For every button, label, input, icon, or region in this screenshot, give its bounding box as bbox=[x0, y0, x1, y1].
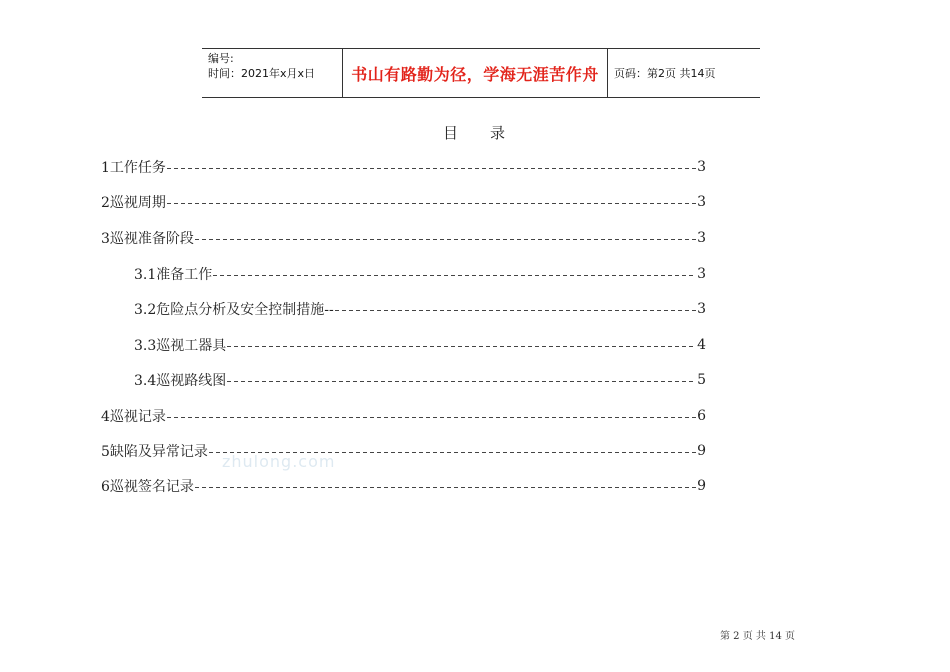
toc-item-5[interactable] bbox=[101, 440, 706, 462]
toc-item-2[interactable] bbox=[101, 191, 706, 213]
toc-leader bbox=[195, 487, 696, 488]
toc-item-3-3[interactable] bbox=[134, 334, 706, 356]
number-label: 编号: bbox=[208, 52, 234, 65]
time-label: 时间：2021年x月x日 bbox=[208, 67, 316, 80]
toc-item-6[interactable] bbox=[101, 475, 706, 497]
toc-item-page: 4 bbox=[697, 337, 706, 353]
page-header bbox=[202, 48, 760, 98]
toc-item-page: 6 bbox=[697, 408, 706, 424]
toc-item-label: 1工作任务 bbox=[101, 160, 166, 176]
header-meta bbox=[202, 49, 343, 97]
toc-leader bbox=[167, 417, 696, 418]
toc-item-page: 5 bbox=[697, 372, 706, 388]
toc-item-label: 5缺陷及异常记录 bbox=[101, 444, 208, 460]
toc-leader bbox=[227, 346, 696, 347]
toc-item-page: 9 bbox=[697, 478, 706, 494]
toc-leader bbox=[167, 168, 696, 169]
toc-leader bbox=[213, 275, 696, 276]
toc-item-label: 6巡视签名记录 bbox=[101, 479, 194, 495]
toc-item-3[interactable] bbox=[101, 227, 706, 249]
toc-item-label: 4巡视记录 bbox=[101, 409, 166, 425]
toc-item-4[interactable] bbox=[101, 405, 706, 427]
header-motto: 书山有路勤为径，学海无涯苦作舟 bbox=[343, 49, 608, 97]
toc-title-left: 目 bbox=[442, 124, 460, 142]
toc-item-page: 3 bbox=[697, 159, 706, 175]
toc-leader bbox=[227, 381, 696, 382]
toc-item-page: 3 bbox=[697, 230, 706, 246]
toc-item-3-4[interactable] bbox=[134, 369, 706, 391]
toc-item-label: 3.4巡视路线图 bbox=[134, 373, 227, 389]
toc-item-3-1[interactable] bbox=[134, 263, 706, 285]
toc-item-3-2[interactable] bbox=[134, 298, 706, 320]
toc-item-label: 3.3巡视工器具 bbox=[134, 338, 227, 354]
toc-leader bbox=[335, 310, 696, 311]
toc-item-page: 3 bbox=[697, 266, 706, 282]
toc-item-label: 3巡视准备阶段 bbox=[101, 231, 194, 247]
toc-item-page: 3 bbox=[697, 301, 706, 317]
toc-leader bbox=[195, 239, 696, 240]
toc-item-1[interactable] bbox=[101, 156, 706, 178]
toc-item-label: 3.1准备工作 bbox=[134, 267, 213, 283]
toc-item-page: 3 bbox=[697, 194, 706, 210]
watermark: zhulong.com bbox=[222, 452, 336, 471]
toc-item-page: 9 bbox=[697, 443, 706, 459]
toc-leader bbox=[167, 203, 696, 204]
toc-item-label: 2巡视周期 bbox=[101, 195, 166, 211]
header-page-info: 页码：第2页 共14页 bbox=[614, 67, 716, 80]
page-footer: 第 2 页 共 14 页 bbox=[720, 631, 795, 642]
toc-title-right: 录 bbox=[490, 124, 508, 142]
toc-item-label: 3.2危险点分析及安全控制措施-- bbox=[134, 302, 334, 318]
toc-title bbox=[0, 122, 950, 143]
